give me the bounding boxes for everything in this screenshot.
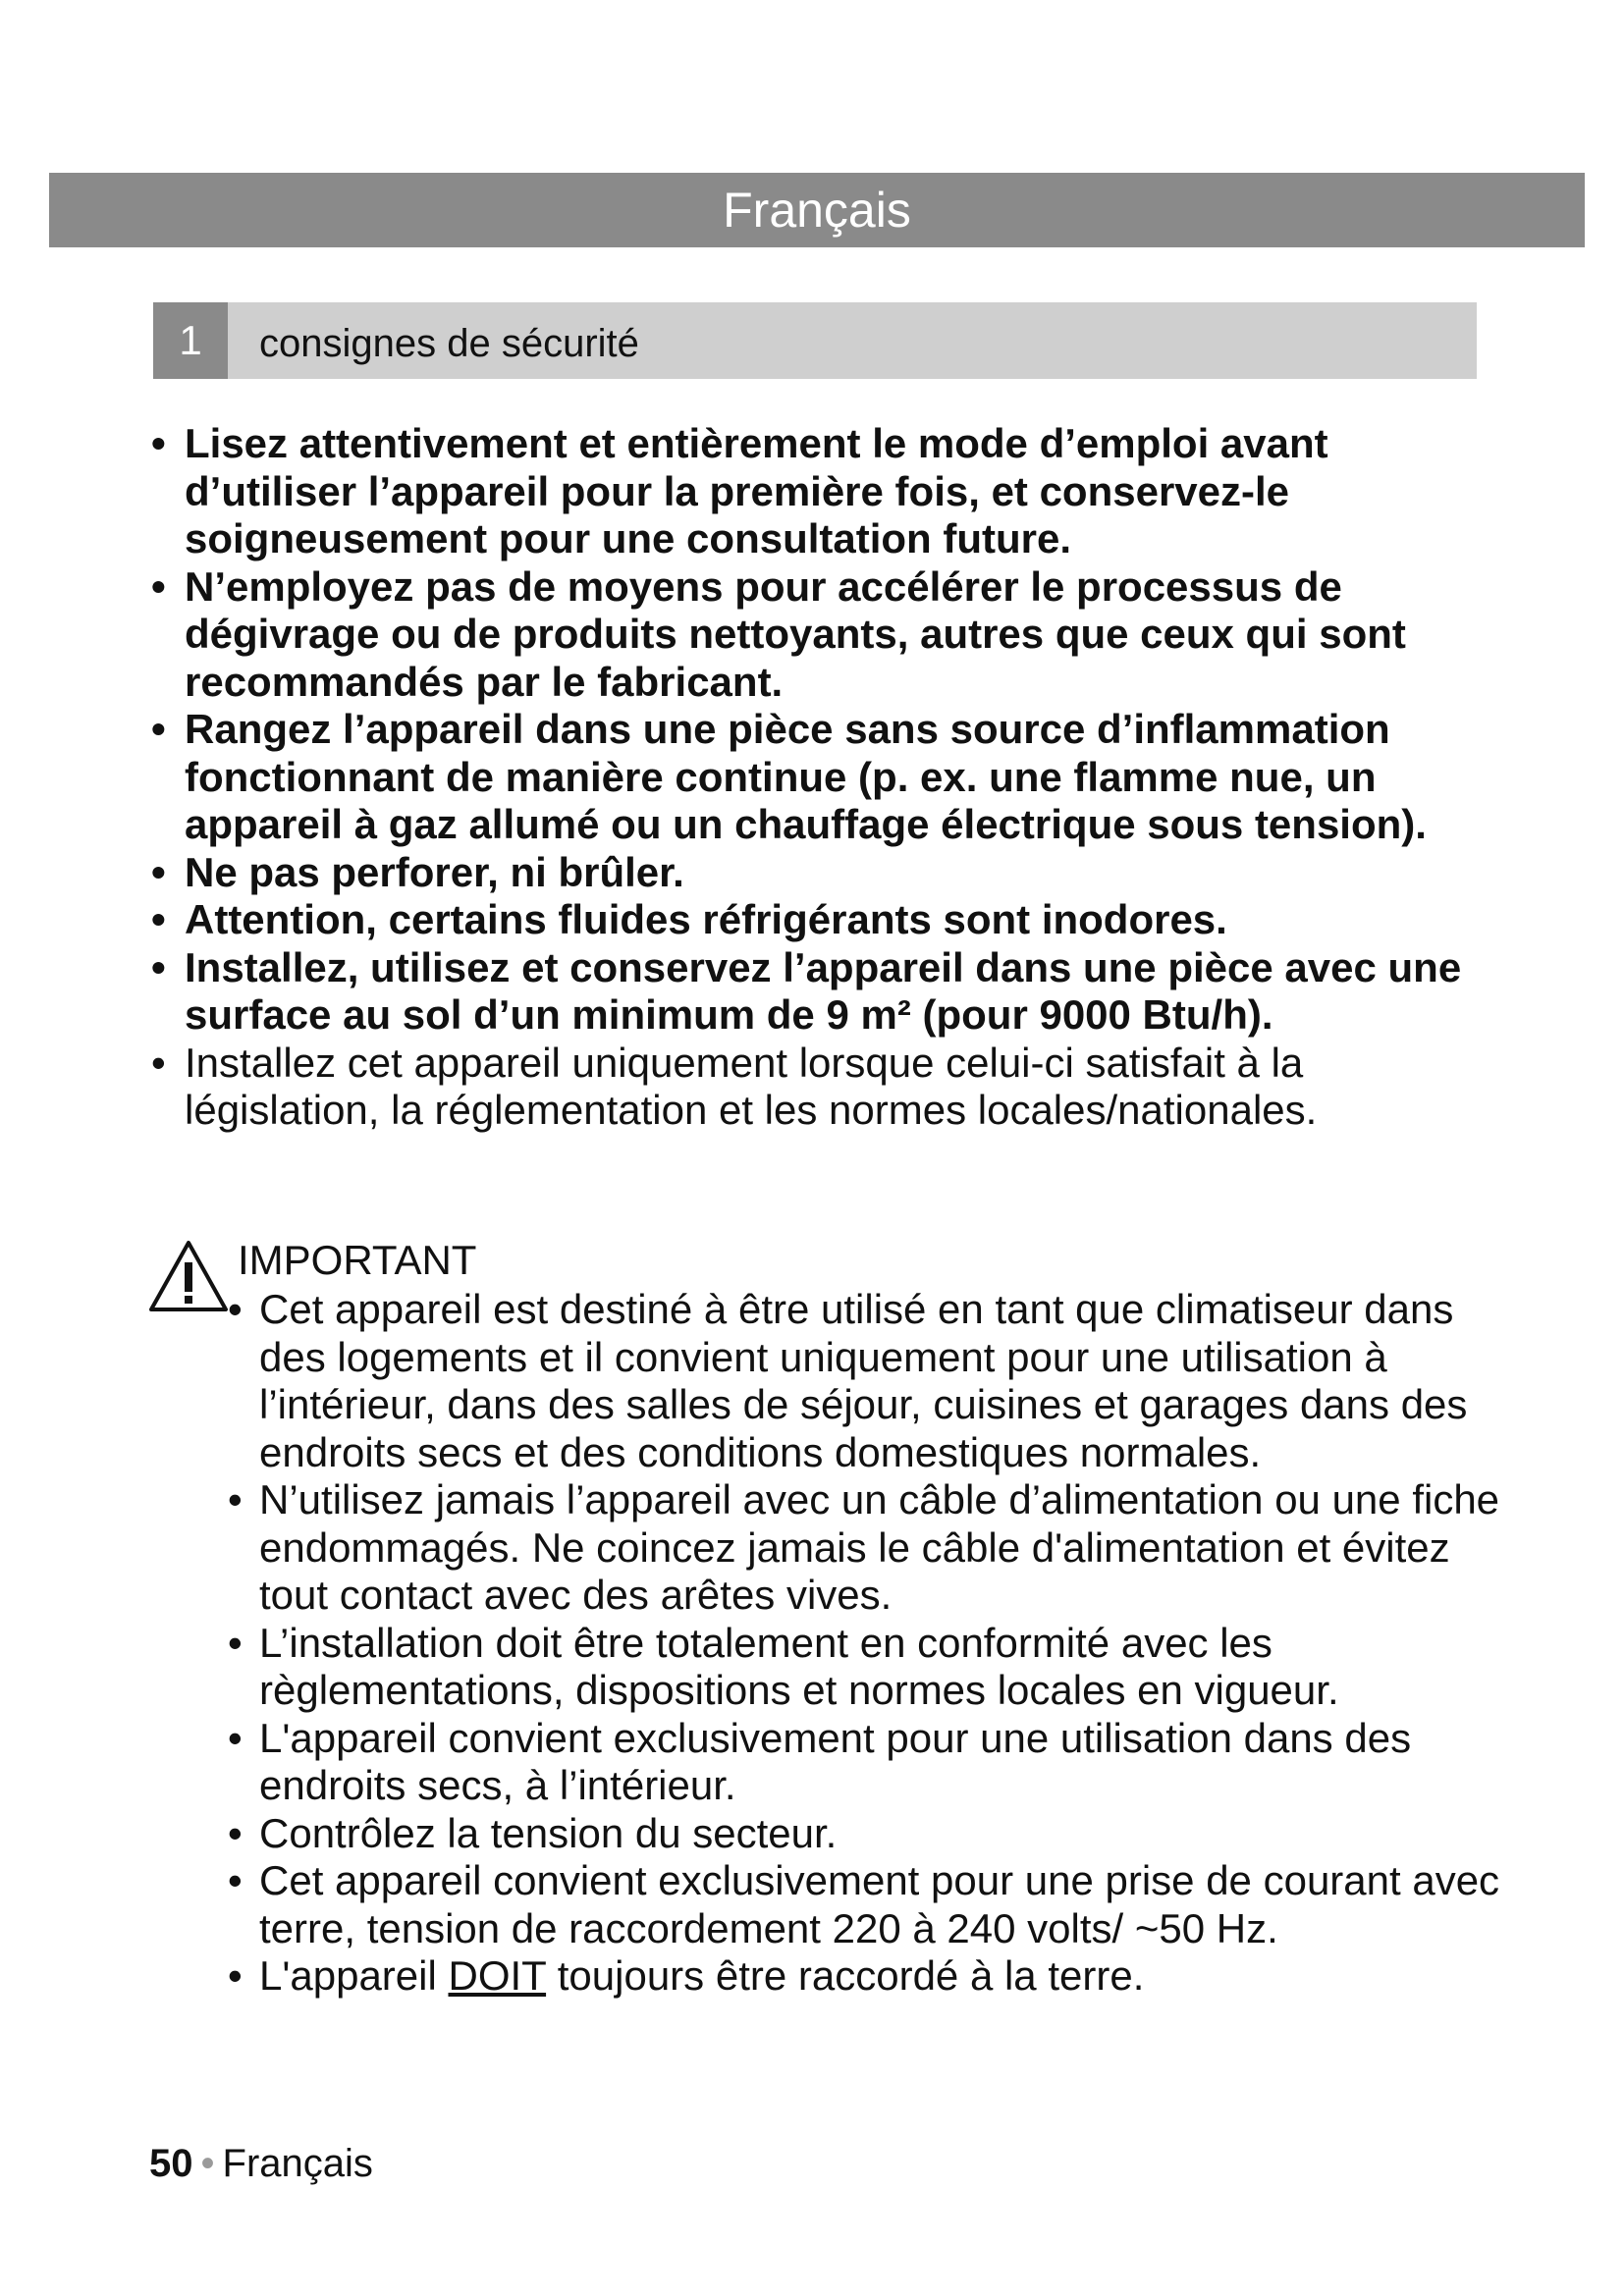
section-header [153, 302, 1477, 379]
section-number: 1 [153, 302, 228, 379]
safety-list [147, 420, 1502, 1135]
footer-language: Français [222, 2142, 373, 2185]
list-item: • Ne pas perforer, ni brûler. [151, 848, 684, 895]
list-item: • Installez cet appareil uniquement lorsque celui-ci satisfait à la législation, la réglementation et les normes locales/nationales. [151, 1039, 1318, 1133]
emphasis-doit: DOIT [448, 1952, 547, 1999]
list-item: • L’installation doit être totalement en conformité avec les règlementations, dispositions et normes locales en vigueur. [228, 1619, 1339, 1713]
page-footer: 50 • Français [149, 2142, 373, 2185]
list-item: • L'appareil DOIT toujours être raccordé à la terre. [228, 1952, 1145, 1999]
list-item: • Attention, certains fluides réfrigérants sont inodores. [151, 896, 1227, 942]
list-item: • Lisez attentivement et entièrement le mode d’emploi avant d’utiliser l’appareil pour la première fois, et conservez-le soigneusement pour une consultation future. [151, 420, 1328, 561]
important-title: IMPORTANT [238, 1237, 477, 1283]
list-item: • Cet appareil convient exclusivement pour une prise de courant avec terre, tension de raccordement 220 à 240 volts/ ~50 Hz. [228, 1857, 1500, 1951]
language-header: Français [49, 173, 1585, 247]
list-item: • Installez, utilisez et conservez l’appareil dans une pièce avec une surface au sol d’un minimum de 9 m² (pour 9000 Btu/h). [151, 943, 1462, 1038]
warning-triangle-icon [147, 1239, 230, 1313]
section-title: consignes de sécurité [259, 322, 639, 365]
page-number: 50 [149, 2142, 193, 2185]
important-list [226, 1286, 1502, 2001]
list-item: • N’utilisez jamais l’appareil avec un câble d’alimentation ou une fiche endommagés. Ne coincez jamais le câble d'alimentation et évitez tout contact avec des arêtes vives. [228, 1476, 1500, 1618]
list-item: • L'appareil convient exclusivement pour une utilisation dans des endroits secs, à l’intérieur. [228, 1714, 1412, 1808]
list-item: • Cet appareil est destiné à être utilisé en tant que climatiseur dans des logements et il convient uniquement pour une utilisation à l’intérieur, dans des salles de séjour, cuisines et garages dans des endroits secs et des conditions domestiques normales. [228, 1286, 1468, 1475]
list-item: • Contrôlez la tension du secteur. [228, 1809, 838, 1856]
list-item: • Rangez l’appareil dans une pièce sans source d’inflammation fonctionnant de manière continue (p. ex. une flamme nue, un appareil à gaz allumé ou un chauffage électrique sous tension). [151, 706, 1427, 847]
list-item: • N’employez pas de moyens pour accélérer le processus de dégivrage ou de produits nettoyants, autres que ceux qui sont recommandés par le fabricant. [151, 562, 1406, 705]
